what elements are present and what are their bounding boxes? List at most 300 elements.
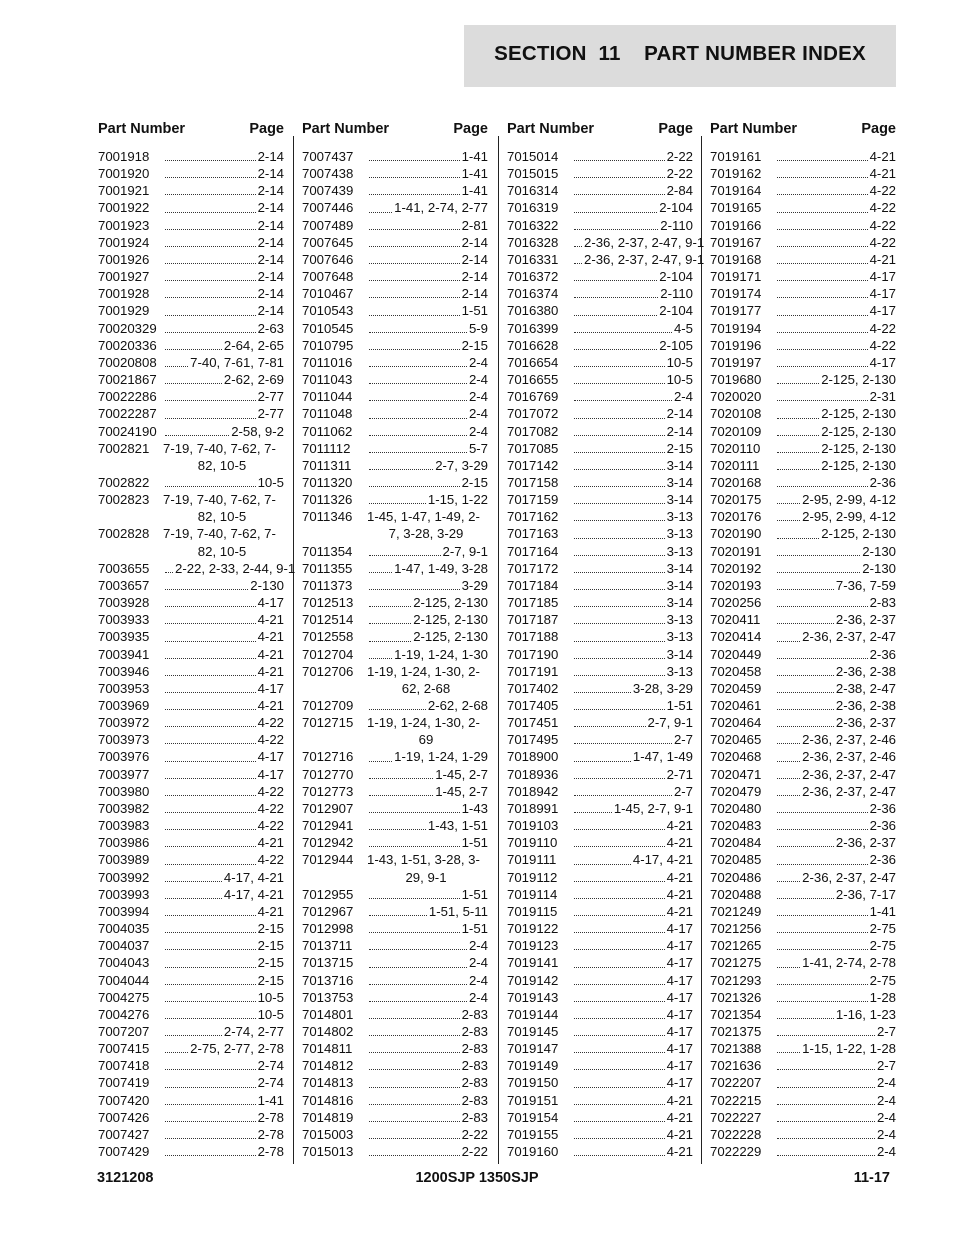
part-number: 7019160 <box>507 1144 559 1160</box>
page-ref-group <box>572 405 697 422</box>
dot-leader <box>574 714 646 727</box>
part-number: 7020193 <box>710 577 762 593</box>
page-ref-group <box>367 354 492 371</box>
dot-leader <box>369 457 433 470</box>
part-number: 7019174 <box>710 286 762 302</box>
part-number: 70022286 <box>98 389 157 405</box>
part-number: 7016331 <box>507 251 559 267</box>
page-reference: 2-7 <box>673 783 693 799</box>
page-reference: 10-5 <box>666 372 693 388</box>
index-entry <box>300 611 492 628</box>
part-number-heading: Part Number <box>507 121 595 137</box>
page-reference: 2-4 <box>876 1126 896 1142</box>
index-column-1 <box>96 118 296 1166</box>
part-number: 7001920 <box>98 166 150 182</box>
dot-leader <box>165 646 256 659</box>
page-reference: 2-125, 2-130 <box>821 526 896 542</box>
page-ref-group <box>572 217 697 234</box>
part-number: 7017172 <box>507 560 559 576</box>
dot-leader <box>369 491 426 504</box>
index-entry <box>708 405 900 422</box>
part-number: 7017495 <box>507 732 559 748</box>
index-entry <box>300 1040 492 1057</box>
page-reference: 2-36, 2-38 <box>835 698 896 713</box>
part-number: 7017188 <box>507 629 559 645</box>
dot-leader <box>369 1126 460 1139</box>
page-ref-group <box>572 989 697 1006</box>
part-number: 7017072 <box>507 406 559 422</box>
page-ref-group <box>775 817 900 834</box>
index-entry <box>96 989 288 1006</box>
page-reference: 2-78 <box>257 1109 284 1125</box>
part-number: 7014813 <box>302 1075 354 1091</box>
index-entry <box>300 1109 492 1126</box>
page-ref-group <box>572 388 697 405</box>
dot-leader <box>165 182 256 195</box>
index-entry <box>708 766 900 783</box>
page-reference: 2-77 <box>257 389 284 405</box>
page-ref-group <box>572 1006 697 1023</box>
dot-leader <box>369 972 467 985</box>
page-reference: 5-7 <box>468 440 488 456</box>
index-entry <box>96 1023 288 1040</box>
page-reference: 2-4 <box>468 423 488 439</box>
dot-leader <box>777 989 868 1002</box>
page-reference: 2-14 <box>461 269 488 285</box>
index-entry <box>505 697 697 714</box>
dot-leader <box>165 834 256 847</box>
dot-leader <box>369 577 460 590</box>
dot-leader <box>777 388 868 401</box>
index-entry <box>96 748 288 765</box>
index-entry <box>96 1126 288 1143</box>
page-ref-group <box>367 1040 492 1057</box>
index-entry <box>96 165 288 182</box>
page-reference: 2-36, 2-37, 2-47 <box>802 629 896 645</box>
index-entry <box>96 234 288 251</box>
index-entry <box>96 851 288 868</box>
page-reference: 2-75 <box>869 921 896 937</box>
page-ref-group <box>572 234 705 251</box>
page-ref-group <box>163 937 288 954</box>
page-ref-group <box>572 1040 697 1057</box>
page-reference: 1-15, 1-22, 1-28 <box>802 1041 896 1057</box>
page-ref-group <box>367 834 492 851</box>
index-entry <box>300 1006 492 1023</box>
page-ref-group <box>775 1074 900 1091</box>
index-entry <box>505 1006 697 1023</box>
page-ref-group <box>572 800 697 817</box>
index-entry <box>708 646 900 663</box>
page-reference: 2-130 <box>862 560 896 576</box>
dot-leader <box>777 337 868 350</box>
dot-leader <box>574 199 657 212</box>
page-reference: 1-41 <box>461 183 488 199</box>
dot-leader <box>574 234 582 247</box>
part-number: 7020192 <box>710 560 762 576</box>
page-ref-group <box>163 972 288 989</box>
page-ref-group <box>163 663 288 680</box>
page-reference: 1-19, 1-24, 1-30, 2- <box>367 715 480 731</box>
index-entry <box>505 371 697 388</box>
page-ref-group <box>367 423 492 440</box>
page-reference: 2-36, 7-17 <box>835 886 896 902</box>
part-number: 70022287 <box>98 406 157 422</box>
page-ref-group <box>367 371 492 388</box>
part-number: 7020486 <box>710 869 762 885</box>
page-reference-continued: 82, 10-5 <box>197 543 247 559</box>
dot-leader <box>369 423 467 436</box>
part-number: 7017085 <box>507 440 559 456</box>
page-ref-group <box>367 972 492 989</box>
part-number: 7007439 <box>302 183 354 199</box>
index-entry <box>708 1040 900 1057</box>
part-number: 7018942 <box>507 783 559 799</box>
index-entry <box>505 920 697 937</box>
part-number: 7001924 <box>98 234 150 250</box>
page-reference: 2-62, 2-69 <box>223 372 284 388</box>
dot-leader <box>777 182 868 195</box>
dot-leader <box>165 817 256 830</box>
part-number: 7020110 <box>710 440 761 456</box>
part-number: 7012514 <box>302 612 354 628</box>
part-number: 7011326 <box>302 492 353 508</box>
part-number: 7011354 <box>302 543 353 559</box>
part-number: 7003935 <box>98 629 150 645</box>
page-ref-group <box>775 628 900 645</box>
page-ref-group <box>775 165 900 182</box>
part-number: 7021275 <box>710 955 762 971</box>
index-entry <box>300 886 492 903</box>
page-reference: 2-14 <box>257 269 284 285</box>
index-entry <box>300 423 492 440</box>
dot-leader <box>777 234 868 247</box>
page-ref-group <box>163 989 288 1006</box>
page-ref-group <box>572 594 697 611</box>
part-number: 7001927 <box>98 269 150 285</box>
dot-leader <box>574 731 672 744</box>
index-entry <box>708 320 900 337</box>
dot-leader <box>777 217 868 230</box>
part-number: 7018900 <box>507 749 559 765</box>
dot-leader <box>777 972 868 985</box>
page-reference: 7-36, 7-59 <box>835 577 896 593</box>
dot-leader <box>369 611 411 624</box>
page-ref-group <box>775 903 900 920</box>
page-ref-group <box>775 560 900 577</box>
index-entry <box>505 1092 697 1109</box>
index-entry <box>96 217 288 234</box>
page-ref-group <box>367 337 492 354</box>
page-ref-group <box>572 371 697 388</box>
page-ref-group <box>163 1126 288 1143</box>
page-ref-group <box>163 217 288 234</box>
page-ref-group <box>572 268 697 285</box>
index-entry <box>708 199 900 216</box>
part-number: 7011062 <box>302 423 353 439</box>
page-ref-group <box>775 663 900 680</box>
part-number: 7016654 <box>507 354 559 370</box>
page-ref-group <box>163 199 288 216</box>
part-number: 7020168 <box>710 474 762 490</box>
dot-leader <box>574 937 665 950</box>
index-entry <box>708 869 900 886</box>
page-reference: 2-22 <box>461 1126 488 1142</box>
dot-leader <box>165 611 256 624</box>
dot-leader <box>574 268 657 281</box>
page-reference: 2-105 <box>659 337 693 353</box>
page-reference: 4-17 <box>666 921 693 937</box>
part-number: 7016314 <box>507 183 559 199</box>
part-number: 7003976 <box>98 749 150 765</box>
dot-leader <box>369 989 467 1002</box>
page-ref-group <box>163 148 288 165</box>
index-entry <box>708 251 900 268</box>
page-reference-continued: 69 <box>418 732 434 748</box>
dot-leader <box>777 714 834 727</box>
dot-leader <box>574 388 672 401</box>
part-number: 7017163 <box>507 526 559 542</box>
dot-leader <box>777 199 868 212</box>
page-reference: 2-14 <box>257 166 284 182</box>
dot-leader <box>777 577 834 590</box>
page-ref-group <box>572 1109 697 1126</box>
index-entry <box>708 388 900 405</box>
part-number: 7015013 <box>302 1144 354 1160</box>
part-number: 7020459 <box>710 680 762 696</box>
page-reference: 1-47, 1-49 <box>632 749 693 765</box>
page-reference: 2-36, 2-37, 2-46 <box>802 732 896 748</box>
page-reference: 4-21 <box>666 818 693 834</box>
page-reference: 2-36, 2-37 <box>835 612 896 628</box>
part-number: 7007429 <box>98 1144 150 1160</box>
index-entry <box>708 851 900 868</box>
page-reference: 2-36, 2-37, 2-47, 9-1 <box>584 234 705 250</box>
index-entry <box>96 817 288 834</box>
part-number: 7019168 <box>710 251 762 267</box>
page-ref-group <box>163 577 288 594</box>
part-number: 7019155 <box>507 1126 559 1142</box>
dot-leader <box>777 371 819 384</box>
page-ref-group <box>572 954 697 971</box>
page-reference: 2-4 <box>876 1092 896 1108</box>
index-entry <box>300 1074 492 1091</box>
index-entry <box>505 731 697 748</box>
index-entry <box>96 182 288 199</box>
page-reference: 2-125, 2-130 <box>821 372 896 388</box>
index-entry <box>300 560 492 577</box>
page-reference: 2-15 <box>666 440 693 456</box>
part-number: 7019142 <box>507 972 559 988</box>
index-entry <box>300 663 492 697</box>
dot-leader <box>777 1006 834 1019</box>
page-ref-group <box>163 903 288 920</box>
dot-leader <box>777 405 819 418</box>
page-reference: 2-36 <box>869 800 896 816</box>
part-number: 7021388 <box>710 1041 762 1057</box>
part-number: 7012944 <box>302 852 354 868</box>
page-reference: 2-22 <box>666 166 693 182</box>
part-number: 7020465 <box>710 732 762 748</box>
page-ref-group <box>572 457 697 474</box>
index-entry <box>96 302 288 319</box>
page-reference: 1-45, 2-7 <box>435 766 488 782</box>
page-reference: 2-14 <box>461 251 488 267</box>
page-reference: 2-36 <box>869 852 896 868</box>
page-ref-group <box>775 251 900 268</box>
part-number: 7017451 <box>507 715 559 731</box>
part-number: 7020468 <box>710 749 762 765</box>
page-reference: 2-104 <box>659 303 693 319</box>
index-entry <box>708 182 900 199</box>
page-ref-group <box>572 525 697 542</box>
page-reference: 4-22 <box>869 320 896 336</box>
part-number: 7002821 <box>98 440 150 456</box>
part-number: 7017082 <box>507 423 559 439</box>
dot-leader <box>165 285 256 298</box>
page-number: 11-17 <box>853 1170 890 1186</box>
page-ref-group <box>572 611 697 628</box>
part-index-columns <box>96 118 896 1166</box>
page-reference: 4-17 <box>666 1075 693 1091</box>
index-entry <box>505 594 697 611</box>
part-number: 7020414 <box>710 629 762 645</box>
dot-leader <box>574 594 665 607</box>
dot-leader <box>369 182 460 195</box>
index-entry <box>505 217 697 234</box>
page-ref-group <box>775 937 900 954</box>
dot-leader <box>165 320 256 333</box>
dot-leader <box>777 1057 875 1070</box>
page-ref-group <box>775 697 900 714</box>
page-ref-group <box>367 1109 492 1126</box>
index-entry <box>505 491 697 508</box>
page-ref-group <box>367 440 492 457</box>
page-reference: 2-104 <box>659 200 693 216</box>
index-entry <box>505 182 697 199</box>
dot-leader <box>165 766 256 779</box>
part-number: 7013715 <box>302 955 354 971</box>
index-entry <box>505 148 697 165</box>
page-reference: 4-22 <box>869 337 896 353</box>
index-entry <box>96 611 288 628</box>
page-reference: 2-74 <box>257 1058 284 1074</box>
dot-leader <box>165 1006 256 1019</box>
page-ref-group <box>775 182 900 199</box>
index-entry <box>96 920 288 937</box>
part-number: 7013716 <box>302 972 354 988</box>
page-ref-group <box>163 1074 288 1091</box>
part-number: 7003946 <box>98 663 150 679</box>
part-number: 70020808 <box>98 354 157 370</box>
part-number: 7019147 <box>507 1041 559 1057</box>
part-number: 7019161 <box>710 149 762 164</box>
page-reference: 4-22 <box>257 783 284 799</box>
dot-leader <box>369 628 411 641</box>
part-number: 7019177 <box>710 303 762 319</box>
index-entry <box>505 663 697 680</box>
page-ref-group <box>367 217 492 234</box>
index-entry <box>96 834 288 851</box>
part-number: 7021375 <box>710 1023 762 1039</box>
part-number: 7020111 <box>710 457 760 473</box>
dot-leader <box>369 199 392 212</box>
page-ref-group <box>572 491 697 508</box>
dot-leader <box>165 972 256 985</box>
page-ref-group <box>572 714 697 731</box>
index-entry <box>96 405 288 422</box>
part-number: 7014802 <box>302 1023 354 1039</box>
page-ref-group <box>572 920 697 937</box>
dot-leader <box>369 371 467 384</box>
index-entry <box>300 354 492 371</box>
part-number: 7020458 <box>710 663 762 679</box>
part-number: 7021293 <box>710 972 762 988</box>
dot-leader <box>165 937 256 950</box>
dot-leader <box>574 148 665 161</box>
index-entry <box>708 474 900 491</box>
page-ref-group <box>775 886 900 903</box>
index-entry <box>96 1057 288 1074</box>
dot-leader <box>369 766 433 779</box>
index-entry <box>300 251 492 268</box>
part-number: 7015003 <box>302 1126 354 1142</box>
dot-leader <box>165 268 256 281</box>
part-number: 7022229 <box>710 1144 762 1160</box>
index-entry <box>708 748 900 765</box>
index-entry <box>96 697 288 714</box>
part-number: 7019171 <box>710 269 762 285</box>
page-reference: 4-21 <box>666 1092 693 1108</box>
page-ref-group <box>775 1023 900 1040</box>
part-number: 7019123 <box>507 938 559 954</box>
part-number: 7019164 <box>710 183 762 199</box>
part-number: 7004043 <box>98 955 150 971</box>
page-ref-group <box>775 405 900 422</box>
page-ref-group <box>775 1143 900 1160</box>
part-number: 7012558 <box>302 629 354 645</box>
page-reference: 4-21 <box>666 886 693 902</box>
dot-leader <box>165 577 248 590</box>
index-entry <box>300 646 492 663</box>
page-ref-group <box>572 302 697 319</box>
page-ref-group <box>572 543 697 560</box>
page-ref-group <box>572 680 697 697</box>
page-ref-group <box>163 371 288 388</box>
page-ref-group <box>572 1092 697 1109</box>
part-number: 7020471 <box>710 766 762 782</box>
page-reference: 2-4 <box>876 1144 896 1160</box>
dot-leader <box>165 800 256 813</box>
dot-leader <box>777 869 800 882</box>
page-reference: 4-17 <box>666 972 693 988</box>
part-number: 7014811 <box>302 1041 353 1057</box>
page-heading: Page <box>658 121 693 137</box>
dot-leader <box>574 1126 665 1139</box>
page-ref-group <box>163 1006 288 1023</box>
index-entry <box>300 972 492 989</box>
index-entry <box>96 491 288 525</box>
page-reference: 4-17 <box>666 938 693 954</box>
index-entry <box>300 474 492 491</box>
part-number: 7011044 <box>302 389 353 405</box>
index-entry <box>708 577 900 594</box>
page-ref-group <box>775 285 900 302</box>
page-reference: 10-5 <box>257 1006 284 1022</box>
dot-leader <box>777 525 819 538</box>
column-divider <box>293 136 294 1164</box>
page-ref-group <box>163 182 288 199</box>
